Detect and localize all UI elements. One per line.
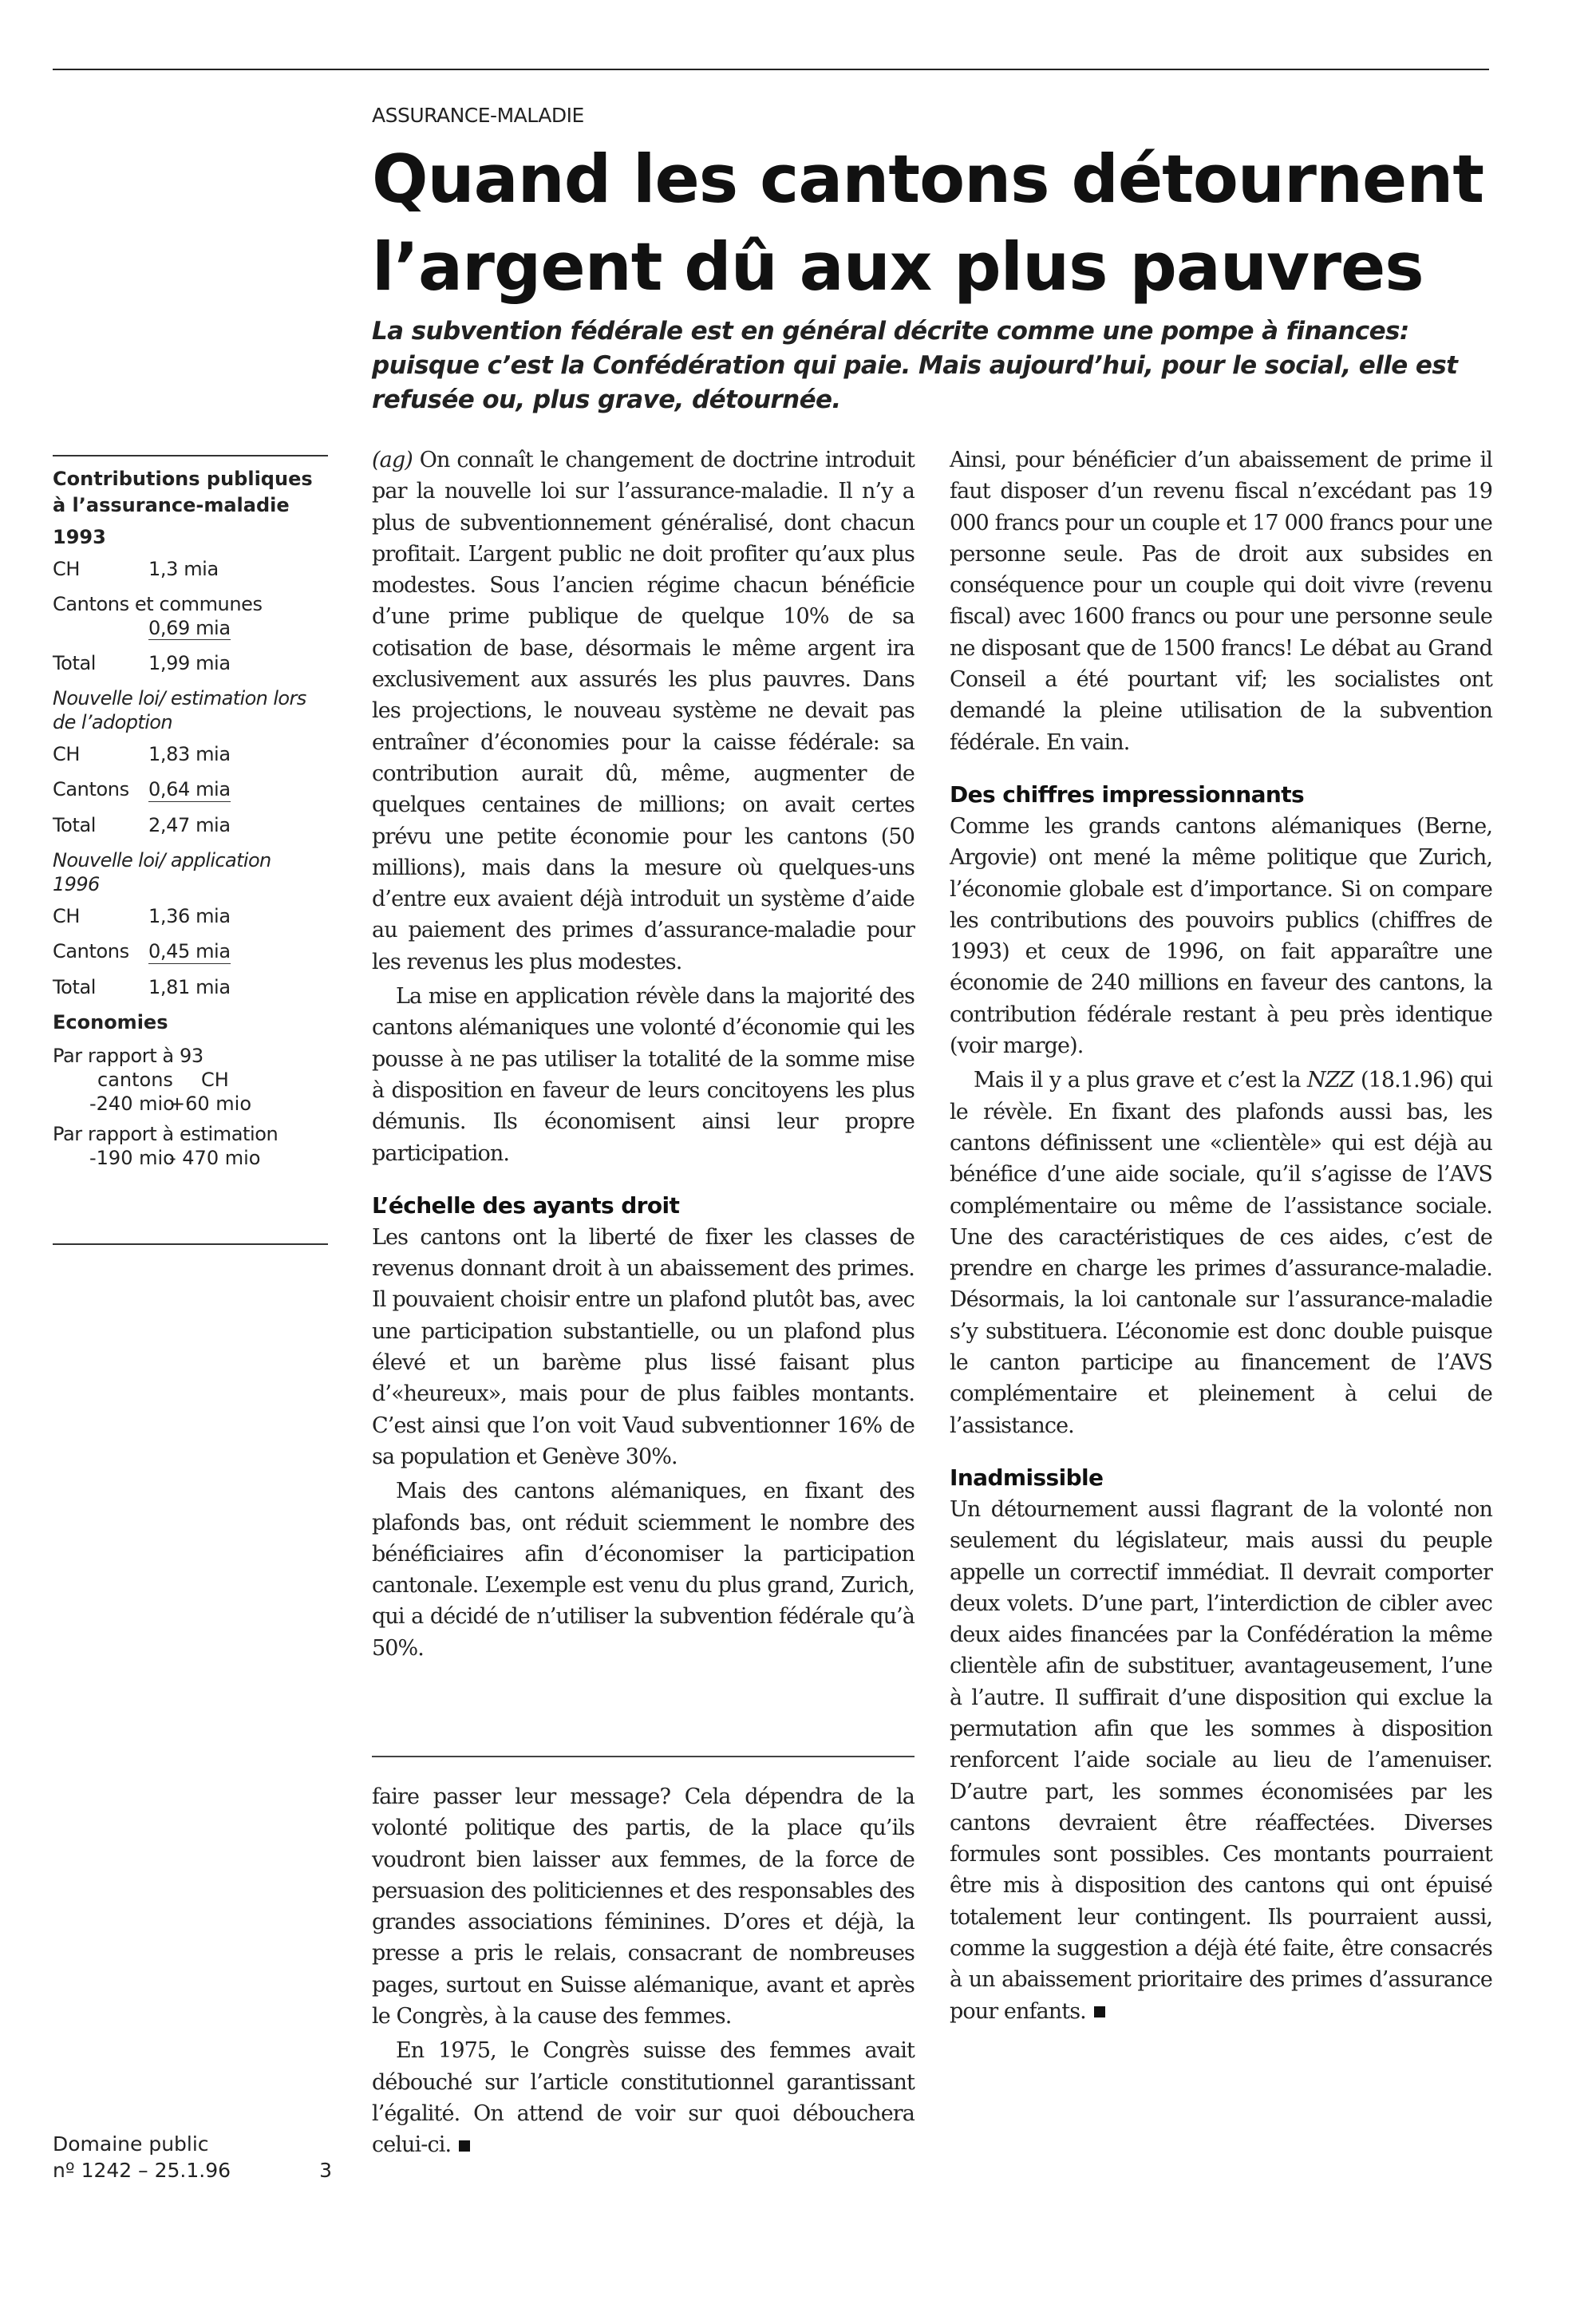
- economies-93-grid: [53, 1068, 328, 1116]
- paragraph-text: (18.1.96) qui le révèle. En fixant des plafonds aussi bas, les cantons définissent une «clientèle» qui est déjà au bénéfice d’une aide sociale, qu’il s’agisse de l’AVS complémentaire ou même de l’assistance sociale. Une des caractéristiques de ces aides, c’est de prendre en charge les primes d’assurance-maladie. Désormais, la loi cantonale sur l’assurance-maladie s’y substituera. L’économie est donc double puisque le canton participe au financement de l’AVS complémentaire et pleinement à celui de l’assistance.: [950, 1068, 1493, 1438]
- note-adoption: [53, 686, 328, 734]
- issue-number: nº 1242 – 25.1.96: [53, 2159, 231, 2182]
- row-label: Total: [53, 652, 97, 674]
- row-value: 1,3 mia: [148, 558, 219, 580]
- economies-est-cantons: -190 mio: [89, 1147, 175, 1169]
- paragraph: Comme les grands cantons alémaniques (Berne, Argovie) ont mené la même politique que Zurich, l’économie globale est d’importance. Si on compare les contributions des pouvoirs publics (chiffres de 1993) et ceux de 1996, on fait apparaître une économie de 240 millions en faveur des cantons, la contribution fédérale restant à peu près identique (voir marge).: [950, 813, 1492, 1059]
- economies-93-ch: +60 mio: [169, 1093, 252, 1115]
- row-application-total: [53, 975, 328, 999]
- row-value: 0,45 mia: [148, 940, 231, 962]
- sidebar-box: [53, 455, 328, 1170]
- row-adoption-ch: [53, 742, 328, 766]
- row-label: Total: [53, 814, 97, 836]
- page-footer: [53, 2131, 332, 2183]
- economies-est-ch: - 470 mio: [169, 1147, 261, 1169]
- row-label: Cantons: [53, 940, 129, 962]
- paragraph: [950, 1494, 1492, 2027]
- publication-name: Domaine public: [53, 2132, 209, 2156]
- row-1993-total: [53, 651, 328, 675]
- end-mark-icon: [459, 2140, 470, 2152]
- row-adoption-total: [53, 813, 328, 837]
- paragraph-text: Mais il y a plus grave et c’est la: [974, 1068, 1308, 1093]
- economies-93-cantons: -240 mio: [89, 1093, 175, 1115]
- row-1993-cantons: [53, 592, 328, 640]
- note-line: Nouvelle loi/ estimation lors: [53, 687, 306, 709]
- sidebar-title-line-2: à l’assurance-maladie: [53, 494, 290, 516]
- note-line: de l’adoption: [53, 711, 172, 733]
- row-label: CH: [53, 905, 81, 927]
- row-value: 2,47 mia: [148, 814, 231, 836]
- article-column-1: [372, 445, 915, 1664]
- row-application-cantons: [53, 939, 328, 964]
- top-rule: [53, 69, 1489, 70]
- article-column-2: [950, 445, 1492, 2027]
- economies-estimation-grid: [53, 1146, 328, 1170]
- paragraph: Ainsi, pour bénéficier d’un abaissement de prime il faut disposer d’un revenu fiscal n’excédant pas 19 000 francs pour un couple et 17 000 francs pour une personne seule. Pas de droit aux subsides en conséquence pour un couple qui doit vivre (revenu fiscal) avec 1600 francs ou pour une personne seule ne disposant que de 1500 francs! Le débat au Grand Conseil a été pourtant vif; les socialistes ont demandé la pleine utilisation de la subvention fédérale. En vain.: [950, 448, 1492, 755]
- paragraph-text: Un détournement aussi flagrant de la volonté non seulement du législateur, mais aussi du peuple appelle un correctif immédiat. Il devrait comporter deux volets. D’une part, l’interdiction de cibler avec deux aides financées par la Confédération la même clientèle afin de substituer, avantageusement, l’une à l’autre. Il suffirait d’une disposition qui exclue la permutation afin que les sommes à disposition renforcent l’aide sociale au lieu de l’amenuiser. D’autre part, les sommes économisées par les cantons devraient être réaffectées. Diverses formules sont possibles. Ces montants pourraient être mis à disposition des cantons qui ont épuisé totalement leur contingent. Ils pourraient aussi, comme la suggestion a déjà été faite, être consacrés à un abaissement prioritaire des primes d’assurance pour enfants.: [950, 1496, 1492, 2024]
- row-label: Cantons et communes: [53, 593, 263, 615]
- subheading: L’échelle des ayants droit: [372, 1191, 680, 1219]
- note-application: [53, 848, 328, 896]
- article-column-1-continued: [372, 1781, 915, 2161]
- col-header-cantons: cantons: [97, 1069, 173, 1091]
- paragraph-text: On connaît le changement de doctrine introduit par la nouvelle loi sur l’assurance-maladie. Il n’y a plus de subventionnement généralisé, dont chacun profitait. L’argent public ne doit profiter qu’aux plus modestes. Sous l’ancien régime chacun bénéficie d’une prime publique de quelque 10% de sa cotisation de base, désormais le même argent ira exclusivement aux assurés les plus pauvres. Dans les projections, le nouveau système ne devait pas entraîner d’économies pour la caisse fédérale: sa contribution aurait dû, même, augmenter de quelques centaines de millions; on avait certes prévu une petite économie pour les cantons (50 millions), mais dans la mesure où quelques-uns d’entre eux avaient déjà introduit un système d’aide au paiement des primes d’assurance-maladie pour les revenus les plus modestes.: [372, 448, 915, 974]
- col-header-ch: CH: [201, 1069, 229, 1091]
- sidebar-title: [53, 466, 328, 519]
- row-value: 1,83 mia: [148, 743, 231, 765]
- article-title: [372, 136, 1489, 311]
- newspaper-name: NZZ: [1307, 1068, 1354, 1093]
- row-adoption-cantons: [53, 777, 328, 802]
- page-number: 3: [319, 2159, 332, 2182]
- paragraph: La mise en application révèle dans la majorité des cantons alémaniques une volonté d’économie qui les pousse à ne pas utiliser la totalité de la somme mise à disposition en faveur de leurs concitoyens les plus démunis. Ils économisent ainsi leur propre participation.: [372, 984, 915, 1166]
- row-label: CH: [53, 743, 81, 765]
- row-value: 1,81 mia: [148, 976, 231, 998]
- sidebar-title-line-1: Contributions publiques: [53, 468, 313, 490]
- title-line-2: l’argent dû aux plus pauvres: [372, 228, 1424, 306]
- economies-title: Economies: [53, 1011, 168, 1033]
- note-line: Nouvelle loi/ application: [53, 849, 271, 871]
- row-value: 1,36 mia: [148, 905, 231, 927]
- paragraph-text: En 1975, le Congrès suisse des femmes avait débouché sur l’article constitutionnel garantissant l’égalité. On attend de voir sur quoi débouchera celui-ci.: [372, 2038, 915, 2158]
- paragraph: faire passer leur message? Cela dépendra de la volonté politique des partis, de la place qu’ils voudront bien laisser aux femmes, de la force de persuasion des politiciennes et des responsables des grandes associations féminines. D’ores et déjà, la presse a pris le relais, consacrant de nombreuses pages, surtout en Suisse alémanique, avant et après le Congrès, à la cause des femmes.: [372, 1784, 915, 2029]
- row-label: CH: [53, 558, 81, 580]
- economies-rapport-93: Par rapport à 93: [53, 1045, 203, 1067]
- section-label: ASSURANCE-MALADIE: [372, 104, 584, 127]
- sidebar-year: 1993: [53, 526, 106, 548]
- row-value: 1,99 mia: [148, 652, 231, 674]
- paragraph: [950, 1065, 1492, 1441]
- title-line-1: Quand les cantons détournent: [372, 140, 1484, 218]
- column-divider-rule: [372, 1756, 915, 1757]
- row-1993-ch: [53, 557, 328, 581]
- paragraph: Mais des cantons alémaniques, en fixant des plafonds bas, ont réduit sciemment le nombre des bénéficiaires afin d’économiser la participation cantonale. L’exemple est venu du plus grand, Zurich, qui a décidé de n’utiliser la subvention fédérale qu’à 50%.: [372, 1479, 915, 1661]
- paragraph: [372, 2035, 915, 2160]
- row-value: 0,69 mia: [148, 617, 231, 639]
- paragraph: Les cantons ont la liberté de fixer les classes de revenus donnant droit à un abaissement des primes. Il pouvaient choisir entre un plafond plutôt bas, avec une participation substantielle, ou un plafond plus élevé et un barème plus lissé faisant plus d’«heureux», mais pour de plus faibles montants. C’est ainsi que l’on voit Vaud subventionner 16% de sa population et Genève 30%.: [372, 1224, 915, 1469]
- subheading: Inadmissible: [950, 1464, 1104, 1491]
- row-value: 0,64 mia: [148, 778, 231, 800]
- row-label: Total: [53, 976, 97, 998]
- subheading: Des chiffres impressionnants: [950, 780, 1305, 808]
- sidebar-bottom-rule: [53, 1243, 328, 1245]
- author-signature: (ag): [372, 448, 413, 472]
- note-line: 1996: [53, 873, 100, 895]
- end-mark-icon: [1094, 2006, 1105, 2017]
- row-application-ch: [53, 904, 328, 928]
- article-lead: La subvention fédérale est en général décrite comme une pompe à finances: puisque c’est la Confédération qui paie. Mais aujourd’hui, pour le social, elle est refusée ou, plus grave, détournée.: [372, 317, 1458, 414]
- row-label: Cantons: [53, 778, 129, 800]
- economies-rapport-estimation: Par rapport à estimation: [53, 1123, 279, 1145]
- paragraph: [372, 445, 915, 978]
